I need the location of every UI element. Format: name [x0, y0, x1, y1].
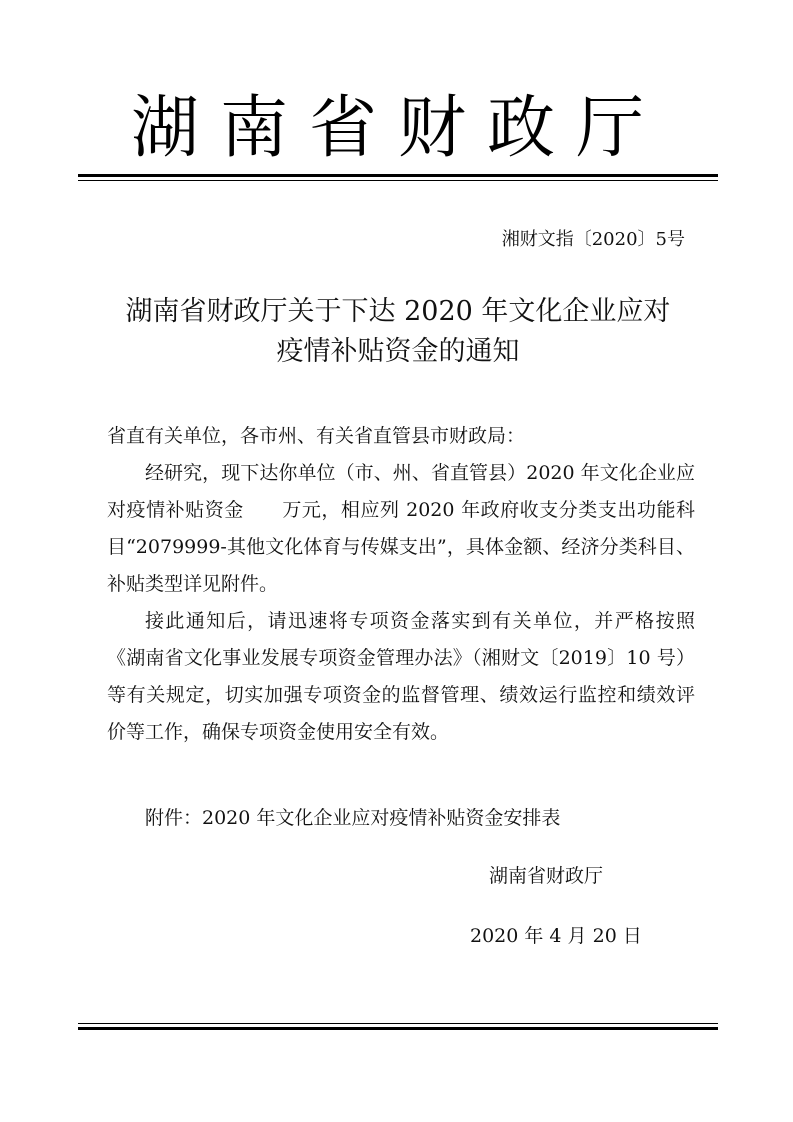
- attachment-note: 附件：2020 年文化企业应对疫情补贴资金安排表: [145, 807, 561, 829]
- paragraph-1-part2: 万元，相应列 2020 年政府收支分类支出功能科目“2079999-其他文化体育与传媒支出”，具体金额、经济分类科目、补贴类型详见附件。: [107, 499, 695, 595]
- header-rule-thick: [78, 174, 718, 177]
- footer-rule-thin: [78, 1023, 718, 1024]
- header-rule-thin: [78, 180, 718, 181]
- paragraph-1: [107, 455, 695, 603]
- sign-date: 2020 年 4 月 20 日: [470, 925, 642, 947]
- signer: 湖南省财政厅: [489, 865, 604, 887]
- document-title: [78, 292, 718, 372]
- paragraph-2: 接此通知后，请迅速将专项资金落实到有关单位，并严格按照《湖南省文化事业发展专项资金管理办法》（湘财文〔2019〕10 号）等有关规定，切实加强专项资金的监督管理、绩效运行监控和绩效评价等工作，确保专项资金使用安全有效。: [107, 610, 695, 743]
- document-title-line1: 湖南省财政厅关于下达 2020 年文化企业应对: [125, 296, 671, 327]
- document-title-line2: 疫情补贴资金的通知: [276, 336, 520, 367]
- paragraph-1-part1: 经研究，现下达你单位（市、州、省直管县）2020 年文化企业应对疫情补贴资金: [107, 462, 695, 521]
- footer-rule-thick: [78, 1027, 718, 1030]
- document-number: 湘财文指〔2020〕5号: [501, 229, 685, 250]
- agency-title: 湖南省财政厅: [130, 89, 665, 168]
- salutation: 省直有关单位，各市州、有关省直管县市财政局：: [107, 425, 526, 447]
